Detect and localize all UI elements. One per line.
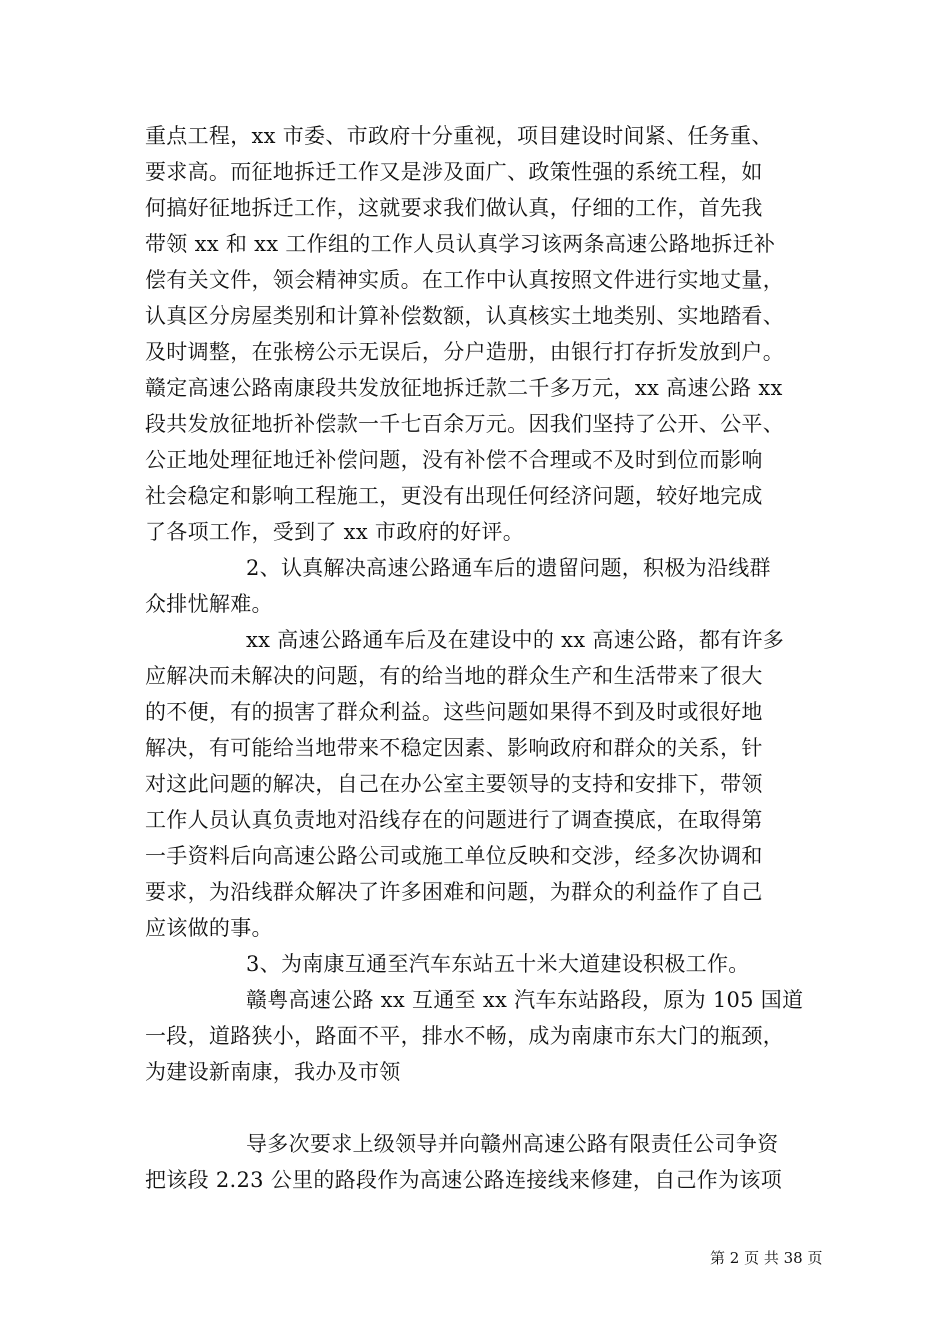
text-line: 及时调整，在张榜公示无误后，分户造册，由银行打存折发放到户。: [145, 340, 784, 364]
text-line: 为建设新南康，我办及市领: [145, 1060, 401, 1084]
paragraph-start: xx 高速公路通车后及在建设中的 xx 高速公路，都有许多: [246, 628, 785, 652]
text-line: 众排忧解难。: [145, 592, 273, 616]
paragraph-start: 赣粤高速公路 xx 互通至 xx 汽车东站路段，原为 105 国道: [246, 988, 804, 1012]
section-heading: 3、为南康互通至汽车东站五十米大道建设积极工作。: [246, 952, 750, 976]
page-number-footer: 第 2 页 共 38 页: [710, 1249, 823, 1267]
text-line: 社会稳定和影响工程施工，更没有出现任何经济问题，较好地完成: [145, 484, 763, 508]
text-line: 应该做的事。: [145, 916, 273, 940]
text-line: 要求高。而征地拆迁工作又是涉及面广、政策性强的系统工程，如: [145, 160, 763, 184]
section-heading: 2、认真解决高速公路通车后的遗留问题，积极为沿线群: [246, 556, 771, 580]
text-line: 了各项工作，受到了 xx 市政府的好评。: [145, 520, 525, 544]
text-line: 应解决而未解决的问题，有的给当地的群众生产和生活带来了很大: [145, 664, 763, 688]
text-line: 段共发放征地折补偿款一千七百余万元。因我们坚持了公开、公平、: [145, 412, 784, 436]
text-line: 重点工程，xx 市委、市政府十分重视，项目建设时间紧、任务重、: [145, 124, 773, 148]
text-line: 工作人员认真负责地对沿线存在的问题进行了调查摸底，在取得第: [145, 808, 763, 832]
text-line: 把该段 2.23 公里的路段作为高速公路连接线来修建，自己作为该项: [145, 1168, 783, 1192]
text-line: 对这此问题的解决，自己在办公室主要领导的支持和安排下，带领: [145, 772, 763, 796]
text-line: 认真区分房屋类别和计算补偿数额，认真核实土地类别、实地踏看、: [145, 304, 784, 328]
text-line: 要求，为沿线群众解决了许多困难和问题，为群众的利益作了自己: [145, 880, 763, 904]
paragraph-start: 导多次要求上级领导并向赣州高速公路有限责任公司争资: [246, 1132, 779, 1156]
text-line: 公正地处理征地迁补偿问题，没有补偿不合理或不及时到位而影响: [145, 448, 763, 472]
text-line: 一手资料后向高速公路公司或施工单位反映和交涉，经多次协调和: [145, 844, 763, 868]
text-line: 偿有关文件，领会精神实质。在工作中认真按照文件进行实地丈量，: [145, 268, 784, 292]
text-line: 一段，道路狭小，路面不平，排水不畅，成为南康市东大门的瓶颈，: [145, 1024, 784, 1048]
text-line: 解决，有可能给当地带来不稳定因素、影响政府和群众的关系，针: [145, 736, 763, 760]
text-line: 的不便，有的损害了群众利益。这些问题如果得不到及时或很好地: [145, 700, 763, 724]
text-line: 带领 xx 和 xx 工作组的工作人员认真学习该两条高速公路地拆迁补: [145, 232, 776, 256]
text-line: 何搞好征地拆迁工作，这就要求我们做认真，仔细的工作，首先我: [145, 196, 763, 220]
text-line: 赣定高速公路南康段共发放征地拆迁款二千多万元，xx 高速公路 xx: [145, 376, 783, 400]
